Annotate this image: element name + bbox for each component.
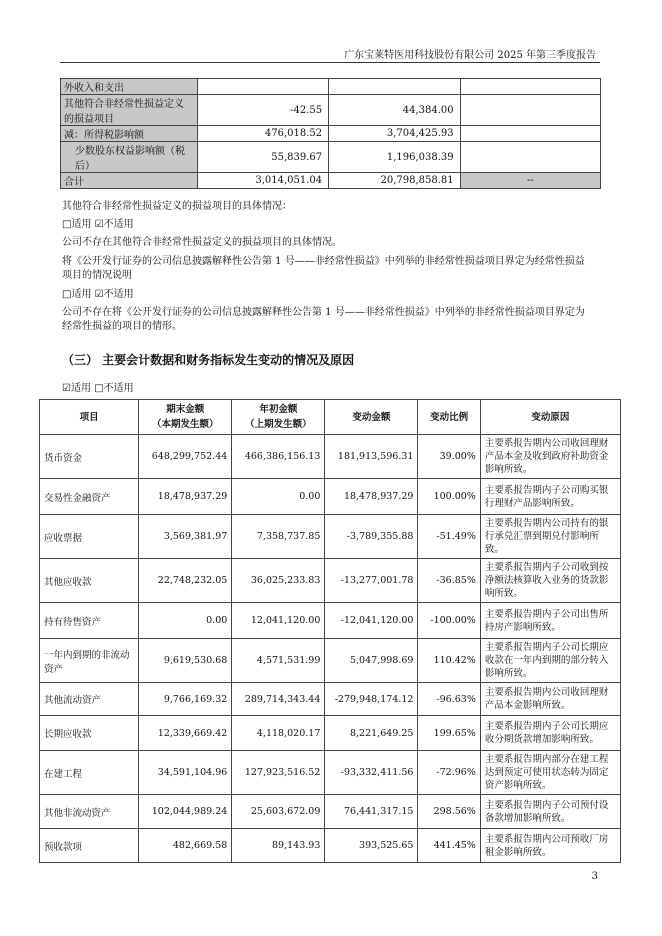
cell-value: 3,704,425.93 [329,126,461,142]
cell-value [460,142,600,173]
cell-reason: 主要系报告期内子公司出售所持房产影响所致。 [480,603,620,639]
cell-ratio: -36.85% [418,559,480,603]
applicability-checkbox: ☑适用 □不适用 [62,383,134,394]
cell-value: 55,839.67 [197,142,328,173]
table-row [40,716,621,751]
financial-changes-table [39,399,621,863]
cell-value [460,95,600,126]
cell-begin: 36,025,233.83 [232,559,325,603]
paragraph: 公司不存在将《公开发行证券的公司信息披露解释性公告第 1 号——非经常性损益》中列举的非经常性损益项目界定为经常性损益的项目的情形。 [62,307,585,332]
cell-item: 交易性金融资产 [40,479,139,515]
cell-item: 货币资金 [40,435,139,479]
table-row [40,795,621,829]
cell-change: 76,441,317.15 [325,795,418,829]
cell-reason: 主要系报告期内子公司购买银行理财产品影响所致。 [480,479,620,515]
column-header: 年初金额 （上期发生额） [232,400,325,435]
cell-ratio: 39.00% [418,435,480,479]
cell-change: -279,948,174.12 [325,683,418,716]
cell-change: 5,047,998.69 [325,639,418,683]
row-label: 少数股东权益影响额（税后） [61,142,198,173]
cell-reason: 主要系报告期内子公司长期应收款在一年内到期的部分转入影响所致。 [480,639,620,683]
cell-item: 其他流动资产 [40,683,139,716]
cell-change: -3,789,355.88 [325,515,418,559]
cell-reason: 主要系报告期内子公司收到按净额法核算收入业务的货款影响所致。 [480,559,620,603]
paragraph: 公司不存在其他符合非经常性损益定义的损益项目的具体情况。 [62,237,342,248]
cell-reason: 主要系报告期内子公司预付设备款增加影响所致。 [480,795,620,829]
table-row [40,603,621,639]
cell-end: 482,669.58 [139,829,232,863]
cell-ratio: 100.00% [418,479,480,515]
cell-begin: 89,143.93 [232,829,325,863]
cell-end: 9,766,169.32 [139,683,232,716]
report-title: 广东宝莱特医用科技股份有限公司 2025 年第三季度报告 [344,50,596,61]
column-header: 变动金额 [325,400,418,435]
cell-begin: 12,041,120.00 [232,603,325,639]
cell-begin: 466,386,156.13 [232,435,325,479]
table-row [61,142,601,173]
cell-value: -- [460,173,600,189]
cell-begin: 4,118,020.17 [232,716,325,751]
cell-item: 一年内到期的非流动资产 [40,639,139,683]
cell-item: 长期应收款 [40,716,139,751]
cell-value: 1,196,038.39 [329,142,461,173]
cell-ratio: 298.56% [418,795,480,829]
table-row [61,95,601,126]
cell-end: 0.00 [139,603,232,639]
table-row [61,173,601,189]
applicability-checkbox: □适用 ☑不适用 [62,289,134,300]
cell-value [197,79,328,95]
table-body [40,435,621,863]
cell-item: 其他非流动资产 [40,795,139,829]
cell-value [329,79,461,95]
column-header: 变动原因 [480,400,620,435]
cell-change: -93,332,411.56 [325,751,418,795]
row-label: 外收入和支出 [61,79,198,95]
cell-value: 20,798,858.81 [329,173,461,189]
cell-begin: 7,358,737.85 [232,515,325,559]
cell-reason: 主要系报告期内公司收回理财产品本金及收到政府补助资金影响所致。 [480,435,620,479]
table-row [40,435,621,479]
cell-end: 102,044,989.24 [139,795,232,829]
cell-change: 393,525.65 [325,829,418,863]
paragraph: 其他符合非经常性损益定义的损益项目的具体情况： [62,201,292,212]
cell-item: 在建工程 [40,751,139,795]
cell-ratio: -100.00% [418,603,480,639]
cell-value [460,79,600,95]
cell-value [460,126,600,142]
cell-reason: 主要系报告期内公司收回理财产品本金影响所致。 [480,683,620,716]
cell-end: 22,748,232.05 [139,559,232,603]
cell-reason: 主要系报告期内公司预收厂房租金影响所致。 [480,829,620,863]
cell-change: 8,221,649.25 [325,716,418,751]
table-row [40,639,621,683]
cell-begin: 25,603,672.09 [232,795,325,829]
cell-item: 预收款项 [40,829,139,863]
cell-ratio: -72.96% [418,751,480,795]
table-row [40,515,621,559]
row-label: 减：所得税影响额 [61,126,198,142]
table-row [40,829,621,863]
column-header: 变动比例 [418,400,480,435]
cell-item: 持有待售资产 [40,603,139,639]
cell-item: 其他应收款 [40,559,139,603]
cell-reason: 主要系报告期内部分在建工程达到预定可使用状态转为固定资产影响所致。 [480,751,620,795]
cell-reason: 主要系报告期内公司持有的银行承兑汇票到期兑付影响所致。 [480,515,620,559]
cell-begin: 289,714,343.44 [232,683,325,716]
cell-ratio: 110.42% [418,639,480,683]
cell-change: -13,277,001.78 [325,559,418,603]
cell-value: 476,018.52 [197,126,328,142]
row-label: 合计 [61,173,198,189]
cell-end: 3,569,381.97 [139,515,232,559]
table-row [61,126,601,142]
applicability-checkbox: □适用 ☑不适用 [62,219,134,230]
table-header-row [40,400,621,435]
section-title: （三） 主要会计数据和财务指标发生变动的情况及原因 [62,353,355,367]
row-label: 其他符合非经常性损益定义的损益项目 [61,95,198,126]
table-row [40,479,621,515]
cell-end: 9,619,530.68 [139,639,232,683]
table-row [61,79,601,95]
column-header: 项目 [40,400,139,435]
cell-ratio: 199.65% [418,716,480,751]
cell-end: 648,299,752.44 [139,435,232,479]
paragraph: 将《公开发行证券的公司信息披露解释性公告第 1 号——非经常性损益》中列举的非经常性损益项目界定为经常性损益项目的情况说明 [62,256,585,281]
cell-change: 18,478,937.29 [325,479,418,515]
cell-end: 18,478,937.29 [139,479,232,515]
cell-value: -42.55 [197,95,328,126]
cell-begin: 127,923,516.52 [232,751,325,795]
page-number: 3 [591,871,598,882]
table-row [40,559,621,603]
cell-end: 34,591,104.96 [139,751,232,795]
cell-end: 12,339,669.42 [139,716,232,751]
column-header: 期末金额 （本期发生额） [139,400,232,435]
cell-ratio: 441.45% [418,829,480,863]
cell-value: 44,384.00 [329,95,461,126]
cell-begin: 4,571,531.99 [232,639,325,683]
cell-reason: 主要系报告期内子公司长期应收分期货款增加影响所致。 [480,716,620,751]
table-row [40,683,621,716]
table-row [40,751,621,795]
cell-value: 3,014,051.04 [197,173,328,189]
cell-ratio: -51.49% [418,515,480,559]
cell-change: -12,041,120.00 [325,603,418,639]
cell-begin: 0.00 [232,479,325,515]
non-recurring-gains-table [60,78,601,189]
page-header [60,44,600,63]
cell-item: 应收票据 [40,515,139,559]
cell-change: 181,913,596.31 [325,435,418,479]
cell-ratio: -96.63% [418,683,480,716]
